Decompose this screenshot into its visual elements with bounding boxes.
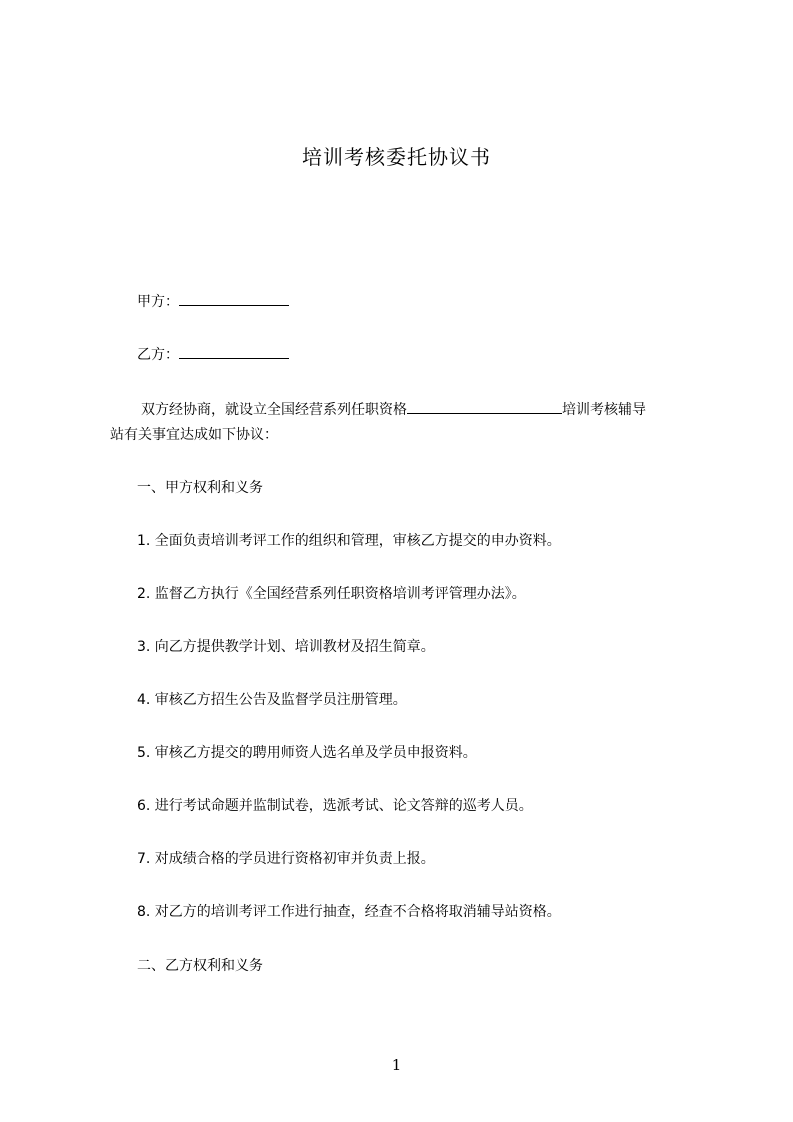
list-item: 8. 对乙方的培训考评工作进行抽查，经查不合格将取消辅导站资格。: [137, 904, 561, 920]
intro-line-1: [137, 398, 646, 420]
section-1-heading: 一、甲方权利和义务: [137, 480, 263, 496]
party-a-line: [137, 290, 289, 312]
document-title: 培训考核委托协议书: [302, 145, 491, 169]
party-b-label: 乙方：: [137, 347, 179, 363]
party-b-blank: [179, 343, 289, 359]
list-item: 1. 全面负责培训考评工作的组织和管理，审核乙方提交的申办资料。: [137, 533, 561, 549]
intro-text-part2: 培训考核辅导: [562, 402, 646, 418]
page-number: 1: [391, 1056, 402, 1074]
intro-text-part1: 双方经协商，就设立全国经营系列任职资格: [141, 402, 407, 418]
list-item: 5. 审核乙方提交的聘用师资人选名单及学员申报资料。: [137, 745, 477, 761]
party-a-label: 甲方：: [137, 294, 179, 310]
party-b-line: [137, 343, 289, 365]
party-a-blank: [179, 290, 289, 306]
intro-line-2: 站有关事宜达成如下协议：: [110, 427, 278, 443]
list-item: 6. 进行考试命题并监制试卷，选派考试、论文答辩的巡考人员。: [137, 798, 533, 814]
intro-blank: [407, 398, 562, 414]
list-item: 4. 审核乙方招生公告及监督学员注册管理。: [137, 692, 407, 708]
section-2-heading: 二、乙方权利和义务: [137, 958, 263, 974]
list-item: 7. 对成绩合格的学员进行资格初审并负责上报。: [137, 851, 435, 867]
list-item: 3. 向乙方提供教学计划、培训教材及招生简章。: [137, 639, 435, 655]
list-item: 2. 监督乙方执行《全国经营系列任职资格培训考评管理办法》。: [137, 586, 526, 602]
